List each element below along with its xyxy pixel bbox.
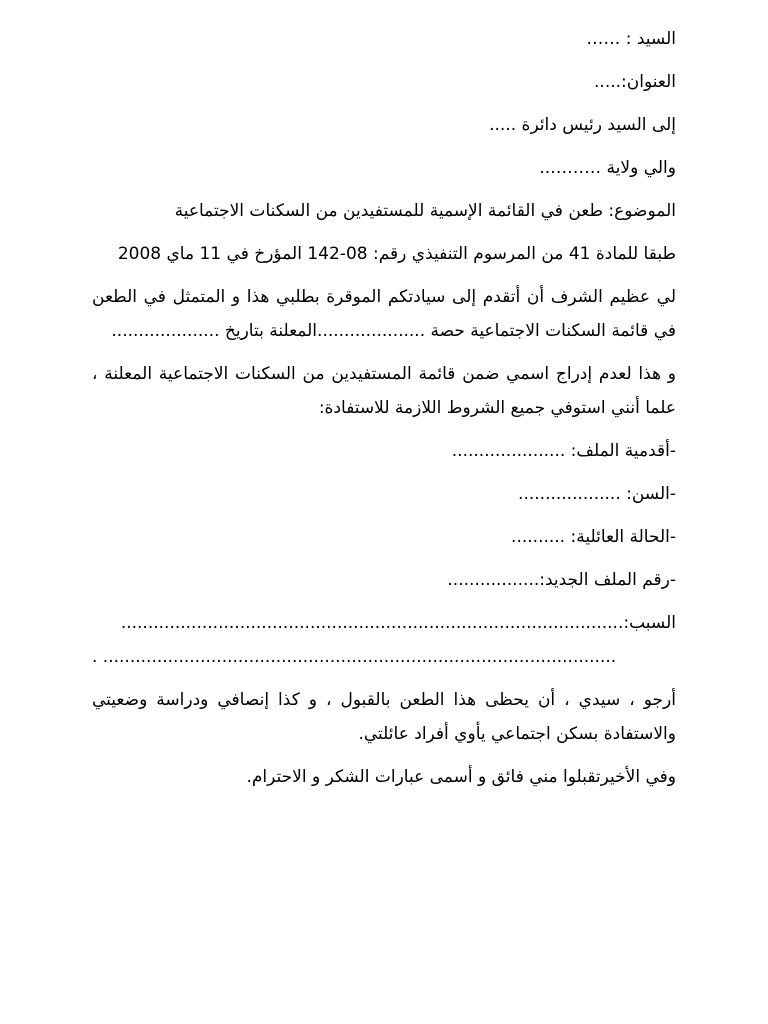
closing-paragraph: وفي الأخيرتقبلوا مني فائق و أسمى عبارات الشكر و الاحترام. [246, 767, 676, 787]
sender-address: العنوان:..... [594, 72, 676, 92]
cause-continuation: . ............................................................................................... [92, 647, 617, 667]
condition-family-status: -الحالة العائلية: .......... [511, 527, 676, 547]
cause-label: السبب:............................................................................................. [120, 613, 676, 633]
sender-name: السيد : …… [586, 29, 676, 49]
request-paragraph: أرجو ، سيدي ، أن يحظى هذا الطعن بالقبول ، و كذا إنصافي ودراسة وضعيتي والاستفادة بسكن اجتماعي يأوي أفراد عائلتي. [92, 690, 676, 744]
cause-block [92, 606, 676, 674]
letter-body [92, 22, 676, 803]
recipient-line-1: إلى السيد رئيس دائرة ..... [489, 115, 676, 135]
condition-age: -السن: ................... [518, 484, 676, 504]
condition-file-seniority: -أقدمية الملف: ..................... [451, 441, 676, 461]
legal-reference: طبقا للمادة 41 من المرسوم التنفيذي رقم: 08-142 المؤرخ في 11 ماي 2008 [117, 244, 676, 264]
condition-new-file-number: -رقم الملف الجديد:................. [447, 570, 676, 590]
intro-paragraph: لي عظيم الشرف أن أتقدم إلى سيادتكم الموقرة بطلبي هذا و المتمثل في الطعن في قائمة السكنات الاجتماعية حصة ....................المعلنة بتاريخ .................... [92, 287, 676, 341]
subject-line: الموضوع: طعن في القائمة الإسمية للمستفيدين من السكنات الاجتماعية [174, 201, 676, 221]
recipient-line-2: والي ولاية ……….. [539, 158, 676, 178]
reason-paragraph: و هذا لعدم إدراج اسمي ضمن قائمة المستفيدين من السكنات الاجتماعية المعلنة ، علما أنني استوفي جميع الشروط اللازمة للاستفادة: [92, 364, 676, 418]
